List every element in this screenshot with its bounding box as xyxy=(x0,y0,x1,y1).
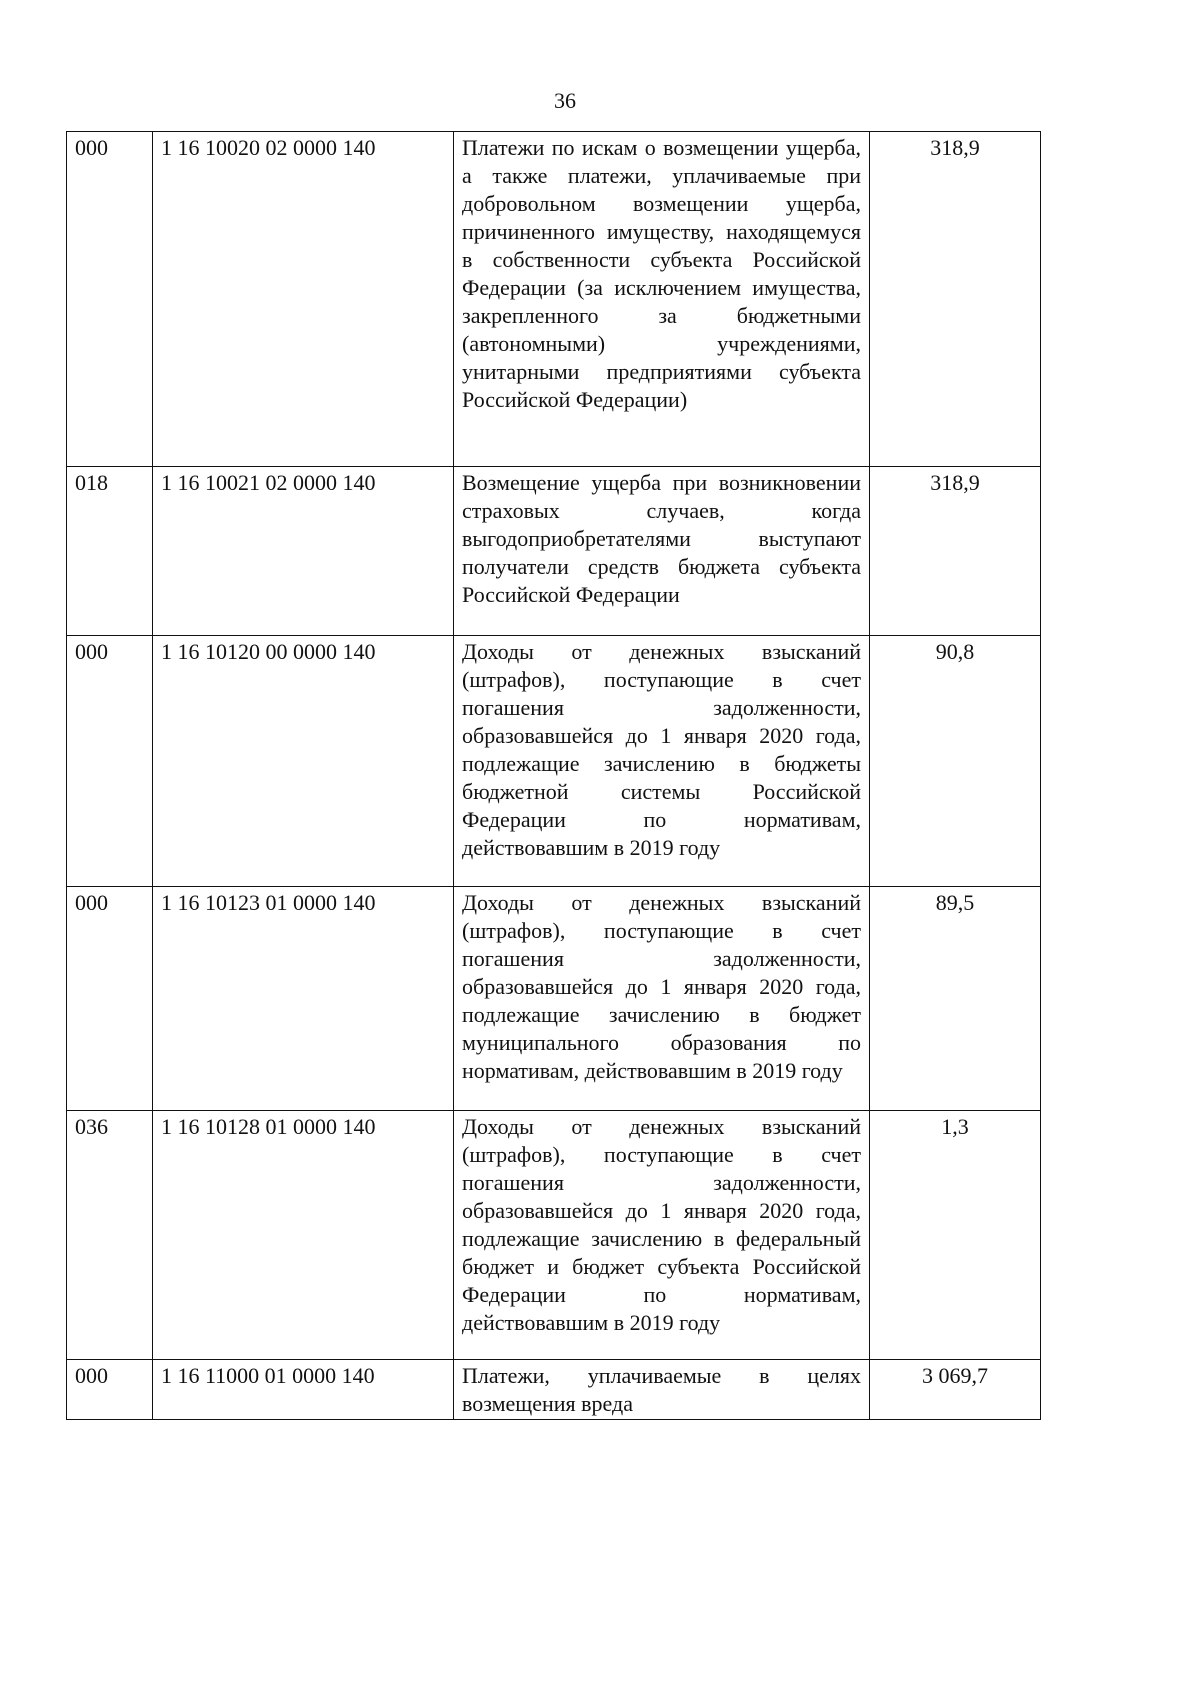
revenue-name-cell: Доходы от денежных взысканий (штрафов), поступающие в счет погашения задолженности, образовавшейся до 1 января 2020 года, подлежащие зачислению в бюджеты бюджетной системы Российской Федерации по нормативам, действовавшим в 2019 году xyxy=(454,636,870,887)
revenue-name-cell: Возмещение ущерба при возникновении страховых случаев, когда выгодоприобретателями выступают получатели средств бюджета субъекта Российской Федерации xyxy=(454,467,870,636)
revenue-name-cell: Доходы от денежных взысканий (штрафов), поступающие в счет погашения задолженности, образовавшейся до 1 января 2020 года, подлежащие зачислению в федеральный бюджет и бюджет субъекта Российской Федерации по нормативам, действовавшим в 2019 году xyxy=(454,1111,870,1360)
budget-code-cell: 1 16 11000 01 0000 140 xyxy=(153,1360,454,1420)
revenue-name-cell: Платежи по искам о возмещении ущерба, а также платежи, уплачиваемые при добровольном возмещении ущерба, причиненного имуществу, находящемуся в собственности субъекта Российской Федерации (за исключением имущества, закрепленного за бюджетными (автономными) учреждениями, унитарными предприятиями субъекта Российской Федерации) xyxy=(454,132,870,467)
table-row xyxy=(67,132,1041,467)
table-row xyxy=(67,1111,1041,1360)
admin-code-cell: 000 xyxy=(67,1360,153,1420)
table-row xyxy=(67,636,1041,887)
table-row xyxy=(67,467,1041,636)
amount-cell: 318,9 xyxy=(870,132,1041,467)
admin-code-cell: 000 xyxy=(67,636,153,887)
table-row xyxy=(67,1360,1041,1420)
admin-code-cell: 000 xyxy=(67,887,153,1111)
table-row xyxy=(67,887,1041,1111)
amount-cell: 90,8 xyxy=(870,636,1041,887)
amount-cell: 1,3 xyxy=(870,1111,1041,1360)
revenue-name-cell: Доходы от денежных взысканий (штрафов), поступающие в счет погашения задолженности, образовавшейся до 1 января 2020 года, подлежащие зачислению в бюджет муниципального образования по нормативам, действовавшим в 2019 году xyxy=(454,887,870,1111)
budget-code-cell: 1 16 10128 01 0000 140 xyxy=(153,1111,454,1360)
budget-code-cell: 1 16 10123 01 0000 140 xyxy=(153,887,454,1111)
admin-code-cell: 018 xyxy=(67,467,153,636)
budget-code-cell: 1 16 10120 00 0000 140 xyxy=(153,636,454,887)
amount-cell: 3 069,7 xyxy=(870,1360,1041,1420)
page-number: 36 xyxy=(554,88,576,113)
admin-code-cell: 036 xyxy=(67,1111,153,1360)
admin-code-cell: 000 xyxy=(67,132,153,467)
revenue-name-cell: Платежи, уплачиваемые в целях возмещения вреда xyxy=(454,1360,870,1420)
budget-code-cell: 1 16 10020 02 0000 140 xyxy=(153,132,454,467)
revenue-table xyxy=(66,131,1041,1420)
amount-cell: 318,9 xyxy=(870,467,1041,636)
budget-code-cell: 1 16 10021 02 0000 140 xyxy=(153,467,454,636)
amount-cell: 89,5 xyxy=(870,887,1041,1111)
